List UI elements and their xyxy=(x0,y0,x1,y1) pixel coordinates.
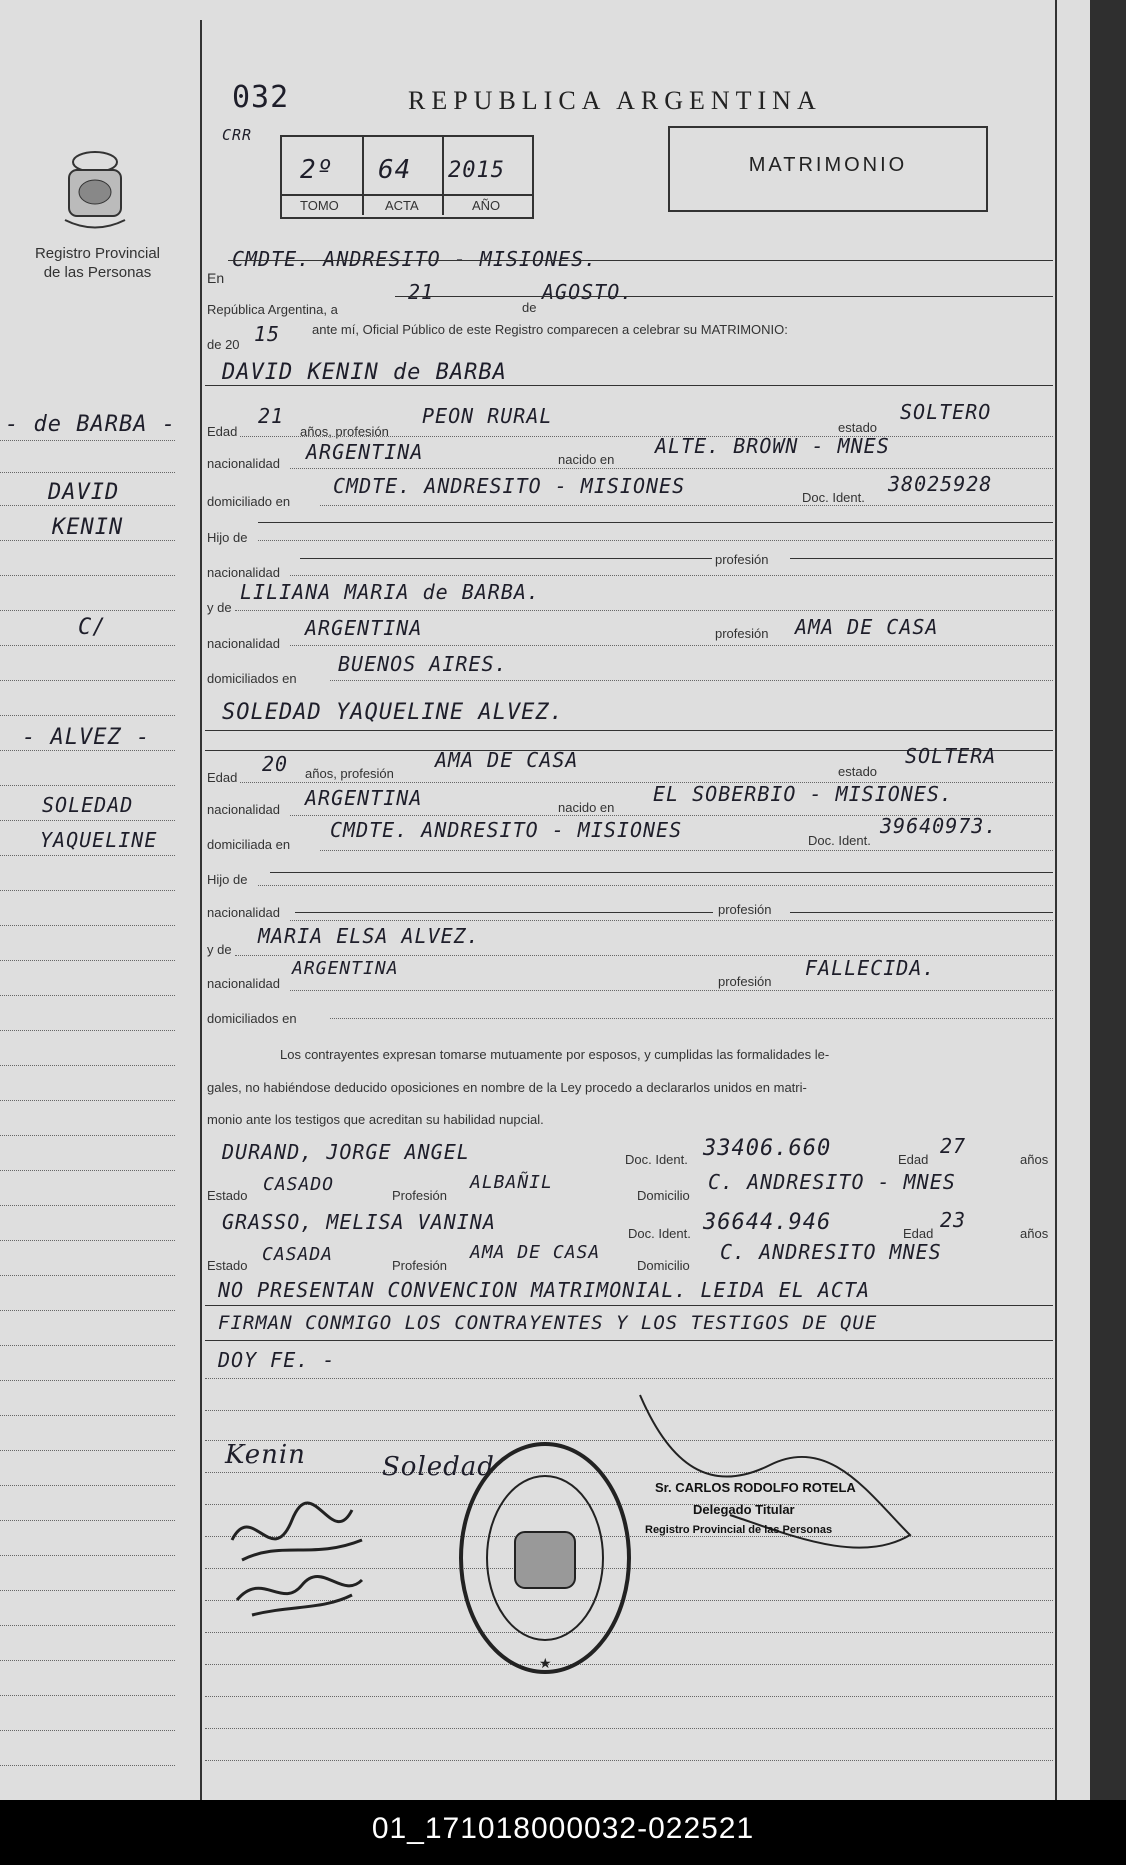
label-anios-profesion: años, profesión xyxy=(300,424,389,439)
husband-nacionalidad: ARGENTINA xyxy=(306,440,424,464)
margin-line xyxy=(0,1345,175,1346)
box-divider xyxy=(442,137,444,215)
notes-line-2: FIRMAN CONMIGO LOS CONTRAYENTES Y LOS TESTIGOS DE QUE xyxy=(218,1312,878,1334)
wife-doc: 39640973. xyxy=(880,814,998,838)
coat-of-arms-icon xyxy=(55,140,135,235)
label-nacionalidad: nacionalidad xyxy=(207,636,281,651)
label-estado-cap: Estado xyxy=(207,1258,248,1273)
husband-domiciliados: BUENOS AIRES. xyxy=(338,652,508,676)
witness1-edad: 27 xyxy=(940,1134,967,1158)
margin-line xyxy=(0,1730,175,1731)
husband-madre-nacionalidad: ARGENTINA xyxy=(305,616,423,640)
form-line xyxy=(320,850,1053,851)
margin-line xyxy=(0,1310,175,1311)
margin-wife-surname: - ALVEZ - xyxy=(22,725,151,750)
label-nacido-en: nacido en xyxy=(558,452,615,467)
margin-line xyxy=(0,680,175,681)
declaration-line-3: monio ante los testigos que acreditan su habilidad nupcial. xyxy=(207,1112,544,1127)
husband-madre: LILIANA MARIA de BARBA. xyxy=(240,580,540,604)
de-label: de xyxy=(522,300,537,315)
declaration-line-1: Los contrayentes expresan tomarse mutuamente por esposos, y cumplidas las formalidades le- xyxy=(280,1047,830,1062)
label-domiciliado-en: domiciliado en xyxy=(207,494,291,509)
intro-line xyxy=(395,296,1053,297)
margin-wife-name-2: YAQUELINE xyxy=(40,828,158,852)
label-domiciliada-en: domiciliada en xyxy=(207,837,291,852)
margin-line xyxy=(0,1065,175,1066)
republica-label: República Argentina, a xyxy=(207,302,338,317)
margin-line xyxy=(0,1380,175,1381)
witness-signatures-icon xyxy=(222,1490,382,1630)
notes-line xyxy=(205,1340,1053,1341)
place: CMDTE. ANDRESITO - MISIONES. xyxy=(232,247,598,271)
notes-line xyxy=(205,1305,1053,1306)
margin-line xyxy=(0,1240,175,1241)
label-profesion: profesión xyxy=(715,626,769,641)
wife-edad: 20 xyxy=(262,752,289,776)
label-anios: años xyxy=(1020,1152,1049,1167)
form-line xyxy=(240,436,1053,437)
form-line xyxy=(790,912,1053,913)
name-line xyxy=(205,385,1053,386)
official-name: Sr. CARLOS RODOLFO ROTELA xyxy=(655,1480,856,1495)
wife-madre-nacionalidad: ARGENTINA xyxy=(292,958,399,979)
label-doc-ident: Doc. Ident. xyxy=(808,833,871,848)
margin-line xyxy=(0,1415,175,1416)
witness2-edad: 23 xyxy=(940,1208,967,1232)
margin-line xyxy=(0,750,175,751)
witness2-doc: 36644.946 xyxy=(703,1210,832,1235)
label-y-de: y de xyxy=(207,942,232,957)
margin-line xyxy=(0,855,175,856)
form-line xyxy=(320,505,1053,506)
margin-line xyxy=(0,1030,175,1031)
margin-line xyxy=(0,715,175,716)
margin-line xyxy=(0,540,175,541)
label-profesion-cap: Profesión xyxy=(392,1188,447,1203)
wife-madre-profesion: FALLECIDA. xyxy=(805,956,936,980)
wife-nacionalidad: ARGENTINA xyxy=(305,786,423,810)
comparecen-text: ante mí, Oficial Público de este Registro comparecen a celebrar su MATRIMONIO: xyxy=(312,322,788,337)
margin-line xyxy=(0,960,175,961)
witness1-profesion: ALBAÑIL xyxy=(470,1172,553,1193)
country-title: REPUBLICA ARGENTINA xyxy=(408,86,822,115)
husband-domicilio: CMDTE. ANDRESITO - MISIONES xyxy=(333,474,686,498)
form-line xyxy=(290,468,1053,469)
label-estado-cap: Estado xyxy=(207,1188,248,1203)
margin-conjunction: C/ xyxy=(78,615,107,640)
wife-full-name: SOLEDAD YAQUELINE ALVEZ. xyxy=(222,700,564,725)
year-suffix: 15 xyxy=(254,322,281,346)
witness1-name: DURAND, JORGE ANGEL xyxy=(222,1140,470,1164)
label-domiciliados-en: domiciliados en xyxy=(207,1011,297,1026)
margin-line xyxy=(0,1695,175,1696)
label-edad: Edad xyxy=(207,424,238,439)
form-line xyxy=(258,885,1053,886)
registry-name: Registro Provincial de las Personas xyxy=(34,245,161,281)
label-nacionalidad: nacionalidad xyxy=(207,456,281,471)
margin-rule xyxy=(200,20,202,1800)
margin-husband-name-1: DAVID xyxy=(48,480,120,505)
husband-estado: SOLTERO xyxy=(900,400,992,424)
husband-nacido-en: ALTE. BROWN - MNES xyxy=(655,434,890,458)
de20-label: de 20 xyxy=(207,337,240,352)
label-domicilio: Domicilio xyxy=(637,1188,690,1203)
margin-line xyxy=(0,1765,175,1766)
margin-line xyxy=(0,505,175,506)
box-divider xyxy=(362,137,364,215)
label-doc-ident: Doc. Ident. xyxy=(625,1152,688,1167)
official-org: Registro Provincial de las Personas xyxy=(645,1524,833,1536)
margin-line xyxy=(0,925,175,926)
label-profesion: profesión xyxy=(715,552,769,567)
label-nacido-en: nacido en xyxy=(558,800,615,815)
form-line xyxy=(205,1760,1053,1761)
form-line xyxy=(205,1410,1053,1411)
folio-number: 032 xyxy=(232,80,290,115)
form-line xyxy=(290,920,1053,921)
svg-text:★: ★ xyxy=(539,1656,552,1672)
seal-inner-text xyxy=(420,1480,421,1481)
form-line xyxy=(270,872,1053,873)
husband-doc: 38025928 xyxy=(888,472,993,496)
label-hijo-de: Hijo de xyxy=(207,872,248,887)
margin-husband-name-2: KENIN xyxy=(52,515,124,540)
form-line xyxy=(258,522,1053,523)
margin-line xyxy=(0,890,175,891)
margin-line xyxy=(0,1275,175,1276)
signature-wife: Soledad xyxy=(382,1452,495,1482)
margin-line xyxy=(0,1450,175,1451)
label-doc-ident: Doc. Ident. xyxy=(802,490,865,505)
witness2-name: GRASSO, MELISA VANINA xyxy=(222,1210,496,1234)
margin-line xyxy=(0,1555,175,1556)
label-domiciliados-en: domiciliados en xyxy=(207,671,297,686)
margin-line xyxy=(0,1590,175,1591)
form-line xyxy=(295,912,713,913)
witness1-domicilio: C. ANDRESITO - MNES xyxy=(708,1170,956,1194)
form-line xyxy=(300,558,712,559)
form-line xyxy=(258,540,1053,541)
husband-edad: 21 xyxy=(258,404,285,428)
tomo-label: TOMO xyxy=(300,198,339,213)
form-line xyxy=(330,680,1053,681)
label-profesion: profesión xyxy=(718,974,772,989)
official-title: Delegado Titular xyxy=(693,1502,795,1517)
form-line xyxy=(205,1378,1053,1379)
anio-value: 2015 xyxy=(448,158,505,183)
witness1-doc: 33406.660 xyxy=(703,1136,832,1161)
margin-line xyxy=(0,440,175,441)
witness2-domicilio: C. ANDRESITO MNES xyxy=(720,1240,942,1264)
margin-line xyxy=(0,472,175,473)
notes-line-3: DOY FE. - xyxy=(218,1348,336,1372)
box-divider xyxy=(282,194,532,196)
margin-line xyxy=(0,1520,175,1521)
form-line xyxy=(235,610,1053,611)
en-label: En xyxy=(207,270,225,286)
margin-line xyxy=(0,610,175,611)
margin-husband-surname: - de BARBA - xyxy=(5,412,176,437)
label-profesion: profesión xyxy=(718,902,772,917)
form-line xyxy=(290,645,1053,646)
official-seal-icon xyxy=(455,1440,635,1680)
wife-madre: MARIA ELSA ALVEZ. xyxy=(258,924,480,948)
declaration-line-2: gales, no habiéndose deducido oposiciones en nombre de la Ley procedo a declararlos unidos en matri- xyxy=(207,1080,807,1095)
day: 21 xyxy=(408,280,435,304)
label-y-de: y de xyxy=(207,600,232,615)
label-doc-ident: Doc. Ident. xyxy=(628,1226,691,1241)
witness2-profesion: AMA DE CASA xyxy=(470,1242,601,1263)
wife-domicilio: CMDTE. ANDRESITO - MISIONES xyxy=(330,818,683,842)
margin-line xyxy=(0,1100,175,1101)
wife-nacido-en: EL SOBERBIO - MISIONES. xyxy=(653,782,953,806)
label-nacionalidad: nacionalidad xyxy=(207,802,281,817)
margin-line xyxy=(0,820,175,821)
label-domicilio: Domicilio xyxy=(637,1258,690,1273)
margin-line xyxy=(0,785,175,786)
form-line xyxy=(790,558,1053,559)
margin-line xyxy=(0,995,175,996)
label-nacionalidad: nacionalidad xyxy=(207,976,281,991)
notes-line-1: NO PRESENTAN CONVENCION MATRIMONIAL. LEIDA EL ACTA xyxy=(218,1278,871,1302)
husband-madre-profesion: AMA DE CASA xyxy=(795,615,939,639)
label-profesion-cap: Profesión xyxy=(392,1258,447,1273)
label-estado: estado xyxy=(838,420,878,435)
margin-line xyxy=(0,1205,175,1206)
label-edad: Edad xyxy=(898,1152,929,1167)
margin-line xyxy=(0,1135,175,1136)
right-rule xyxy=(1055,0,1057,1800)
margin-line xyxy=(0,1625,175,1626)
acta-label: ACTA xyxy=(385,198,419,213)
label-edad: Edad xyxy=(207,770,238,785)
form-line xyxy=(290,575,1053,576)
page-edge xyxy=(1090,0,1126,1800)
wife-estado: SOLTERA xyxy=(905,744,997,768)
witness1-estado: CASADO xyxy=(263,1174,335,1195)
margin-line xyxy=(0,1170,175,1171)
witness2-estado: CASADA xyxy=(262,1244,334,1265)
label-anios-profesion: años, profesión xyxy=(305,766,394,781)
anio-label: AÑO xyxy=(472,198,501,213)
label-edad: Edad xyxy=(903,1226,934,1241)
husband-profesion: PEON RURAL xyxy=(422,404,553,428)
intro-line xyxy=(228,260,1053,261)
form-line xyxy=(290,990,1053,991)
form-line xyxy=(205,1696,1053,1697)
document-code: 01_171018000032-022521 xyxy=(371,1812,755,1845)
husband-full-name: DAVID KENIN de BARBA xyxy=(222,360,507,385)
act-type: MATRIMONIO xyxy=(748,154,908,176)
margin-line xyxy=(0,1485,175,1486)
margin-wife-name-1: SOLEDAD xyxy=(42,793,134,817)
crr-mark: CRR xyxy=(222,126,253,144)
wife-profesion: AMA DE CASA xyxy=(435,748,579,772)
name-line xyxy=(205,730,1053,731)
form-line xyxy=(205,1728,1053,1729)
label-hijo-de: Hijo de xyxy=(207,530,248,545)
form-line xyxy=(330,1018,1053,1019)
label-estado: estado xyxy=(838,764,878,779)
acta-value: 64 xyxy=(378,155,412,185)
signature-husband: Kenin xyxy=(225,1440,306,1470)
month: AGOSTO. xyxy=(542,280,634,304)
margin-line xyxy=(0,575,175,576)
label-anios: años xyxy=(1020,1226,1049,1241)
tomo-value: 2º xyxy=(300,155,334,185)
margin-line xyxy=(0,645,175,646)
label-nacionalidad: nacionalidad xyxy=(207,565,281,580)
label-nacionalidad: nacionalidad xyxy=(207,905,281,920)
margin-line xyxy=(0,1660,175,1661)
